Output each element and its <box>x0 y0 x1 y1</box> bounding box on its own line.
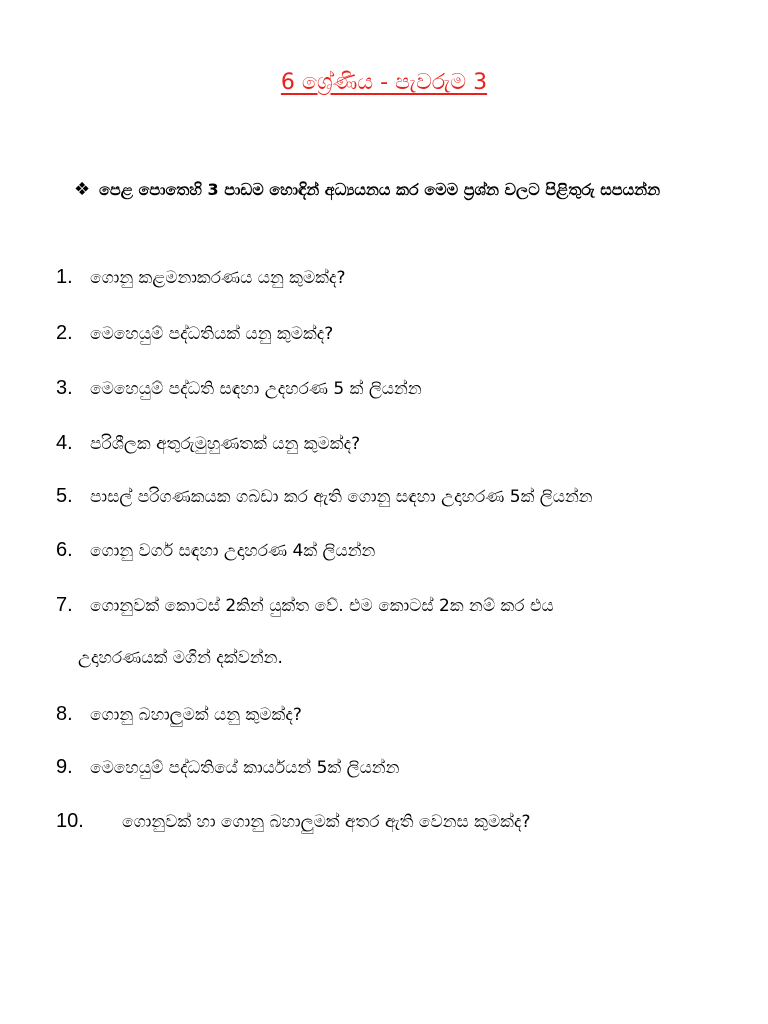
question-text: මෙහෙයුම් පද්ධති සඳහා උදහරණ 5 ක් ලියන්න <box>90 379 422 399</box>
question-2 <box>56 322 746 345</box>
question-number: 8. <box>56 703 73 725</box>
question-9 <box>56 756 746 779</box>
question-4 <box>56 432 746 455</box>
question-number: 10. <box>56 810 84 832</box>
diamond-bullet-icon: ❖ <box>74 179 91 200</box>
question-number: 1. <box>56 266 73 288</box>
question-6 <box>56 539 746 562</box>
question-7 <box>56 594 746 617</box>
question-text: ගොනු බහාලුමක් යනු කුමක්ද? <box>90 705 302 725</box>
question-8 <box>56 703 746 726</box>
question-number: 4. <box>56 432 73 454</box>
question-text: පරිශීලක අතුරුමුහුණතක් යනු කුමක්ද? <box>90 434 361 454</box>
question-text: මෙහෙයුම් පද්ධතියක් යනු කුමක්ද? <box>90 324 334 344</box>
question-text: ගොනු වගර් සඳහා උදාහරණ 4ක් ලියන්න <box>90 541 376 561</box>
question-1 <box>56 266 746 289</box>
question-text: ගොනුවක් කොටස් 2කින් යුක්ත වේ. එම කොටස් 2ක නම් කර එය <box>90 596 554 616</box>
question-text: මෙහෙයුම් පද්ධතියේ කාර්යයන් 5ක් ලියන්න <box>90 758 400 778</box>
question-5 <box>56 485 746 508</box>
question-10 <box>56 810 746 833</box>
question-number: 3. <box>56 377 73 399</box>
question-text: ගොනුවක් හා ගොනු බහාලුමක් අතර ඇති වෙනස කුමක්ද? <box>122 812 531 832</box>
instruction-text: පෙළ පොතෙහි 3 පාඩම හොඳින් අධ්‍යයනය කර මෙම ප්‍රශ්න වලට පිළිතුරු සපයන්න <box>99 180 661 199</box>
question-number: 6. <box>56 539 73 561</box>
question-7-continuation: උදාහරණයක් මගින් දක්වන්න. <box>78 648 283 668</box>
page-title: 6 ශ්‍රේණිය - පැවරුම 3 <box>280 70 488 95</box>
question-number: 7. <box>56 594 73 616</box>
question-3 <box>56 377 746 400</box>
question-number: 2. <box>56 322 73 344</box>
question-text: ගොනු කළමනාකරණය යනු කුමක්ද? <box>90 268 346 288</box>
question-number: 9. <box>56 756 73 778</box>
instruction <box>74 174 738 205</box>
question-text: පාසල් පරිගණකයක ගබඩා කර ඇති ගොනු සඳහා උදාහරණ 5ක් ලියන්න <box>90 487 593 507</box>
question-number: 5. <box>56 485 73 507</box>
